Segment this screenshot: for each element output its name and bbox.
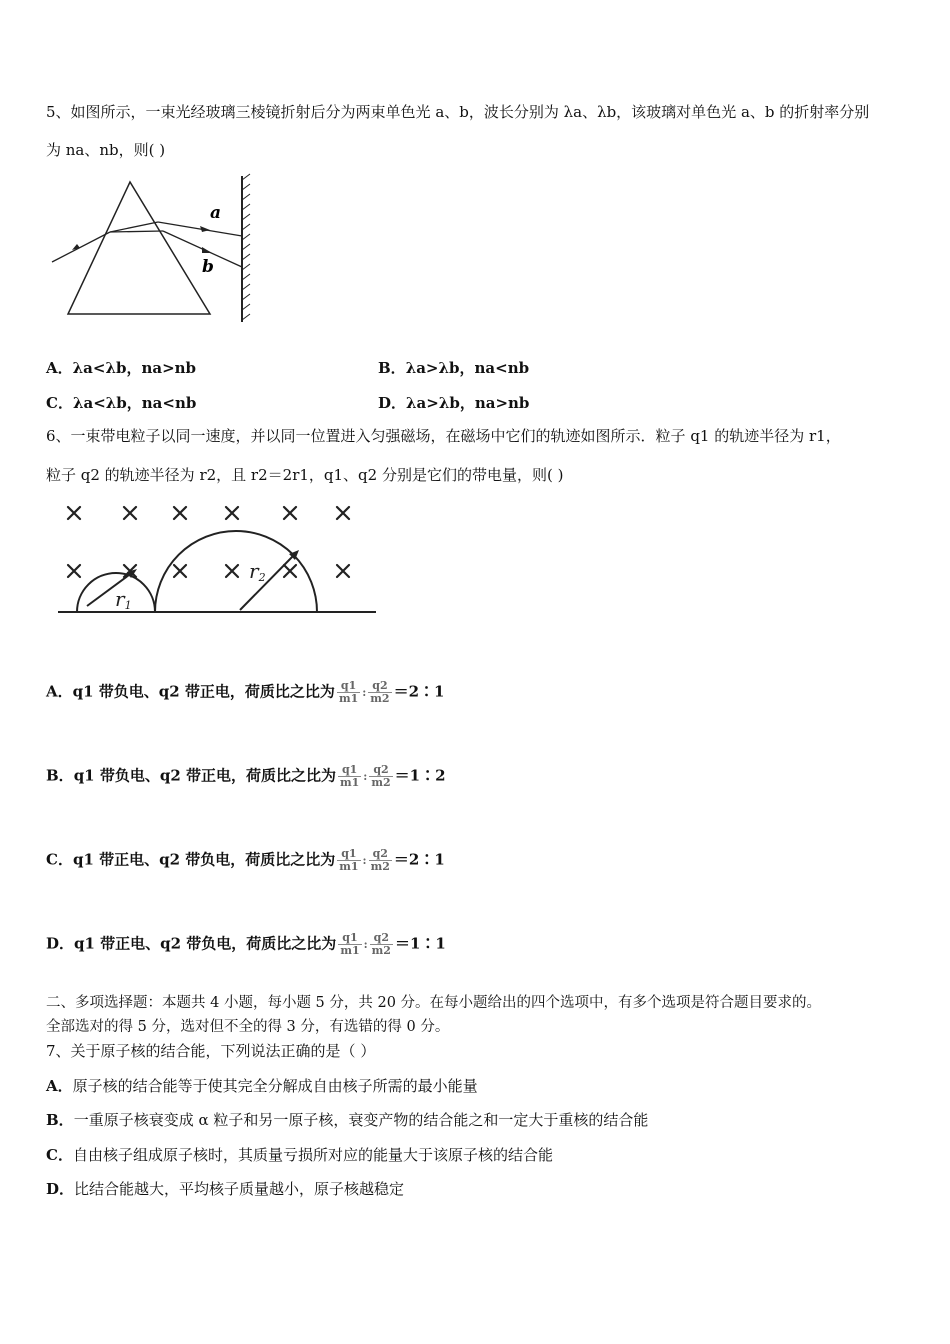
q6-option-d[interactable]: D．q1 带正电、q2 带负电，荷质比之比为 $\frac{q1}{m1}$ : $\frac{q2}{m2}$ ＝1∶1 [46, 931, 446, 957]
q5-option-a[interactable]: A．λa<λb，na>nb [46, 359, 197, 377]
q7-option-c[interactable]: C．自由核子组成原子核时，其质量亏损所对应的能量大于该原子核的结合能 [46, 1146, 553, 1164]
arrow-a [200, 226, 210, 232]
label-b: b [202, 257, 214, 277]
prism-figure [50, 170, 260, 325]
label-a: a [210, 203, 222, 223]
q5-option-b[interactable]: B．λa>λb，na<nb [378, 359, 530, 377]
q7-option-b[interactable]: B．一重原子核衰变成 α 粒子和另一原子核，衰变产物的结合能之和一定大于重核的结合能 [46, 1111, 649, 1129]
inner-ray-a [110, 222, 158, 232]
q5-stem-line2: 为 na、nb，则( ) [46, 141, 166, 159]
charge-mass-ratio: $\frac{q1}{m1}$ : $\frac{q2}{m2}$ [338, 679, 390, 705]
section2-instructions-line2: 全部选对的得 5 分，选对但不全的得 3 分，有选错的得 0 分。 [46, 1019, 450, 1035]
arrow-b [202, 247, 212, 253]
incident-ray [52, 232, 110, 262]
prism [68, 182, 210, 314]
charge-mass-ratio: $\frac{q1}{m1}$ : $\frac{q2}{m2}$ [339, 763, 391, 789]
charge-mass-ratio: $\frac{q1}{m1}$ : $\frac{q2}{m2}$ [339, 847, 390, 873]
inner-ray-b [110, 231, 163, 232]
q5-option-d[interactable]: D．λa>λb，na>nb [378, 394, 530, 412]
charge-mass-ratio: $\frac{q1}{m1}$ : $\frac{q2}{m2}$ [340, 931, 391, 957]
q6-option-c[interactable]: C．q1 带正电、q2 带负电，荷质比之比为 $\frac{q1}{m1}$ : $\frac{q2}{m2}$ ＝2∶1 [46, 847, 445, 873]
q5-stem-line1: 5、如图所示，一束光经玻璃三棱镜折射后分为两束单色光 a、b，波长分别为 λa、λb，该玻璃对单色光 a、b 的折射率分别 [46, 103, 870, 121]
q5-option-c[interactable]: C．λa<λb，na<nb [46, 394, 197, 412]
field-crosses [68, 507, 349, 577]
q6-option-b[interactable]: B．q1 带负电、q2 带正电，荷质比之比为 $\frac{q1}{m1}$ : $\frac{q2}{m2}$ ＝1∶2 [46, 763, 446, 789]
q7-stem: 7、关于原子核的结合能，下列说法正确的是（ ） [46, 1042, 376, 1060]
section2-instructions-line1: 二、多项选择题：本题共 4 小题，每小题 5 分，共 20 分。在每小题给出的四个选项中，有多个选项是符合题目要求的。 [46, 995, 822, 1011]
q7-option-a[interactable]: A．原子核的结合能等于使其完全分解成自由核子所需的最小能量 [46, 1077, 478, 1095]
magnetic-field-figure [55, 498, 380, 623]
q6-stem-line1: 6、一束带电粒子以同一速度，并以同一位置进入匀强磁场，在磁场中它们的轨迹如图所示．粒子 q1 的轨迹半径为 r1， [46, 427, 841, 445]
label-r1: r1 [115, 587, 132, 612]
q6-option-a[interactable]: A．q1 带负电、q2 带正电，荷质比之比为 $\frac{q1}{m1}$ : $\frac{q2}{m2}$ ＝2∶1 [46, 679, 445, 705]
q7-option-d[interactable]: D．比结合能越大，平均核子质量越小，原子核越稳定 [46, 1180, 405, 1198]
label-r2: r2 [249, 559, 266, 584]
q6-stem-line2: 粒子 q2 的轨迹半径为 r2，且 r2＝2r1，q1、q2 分别是它们的带电量，则( ) [46, 466, 564, 484]
